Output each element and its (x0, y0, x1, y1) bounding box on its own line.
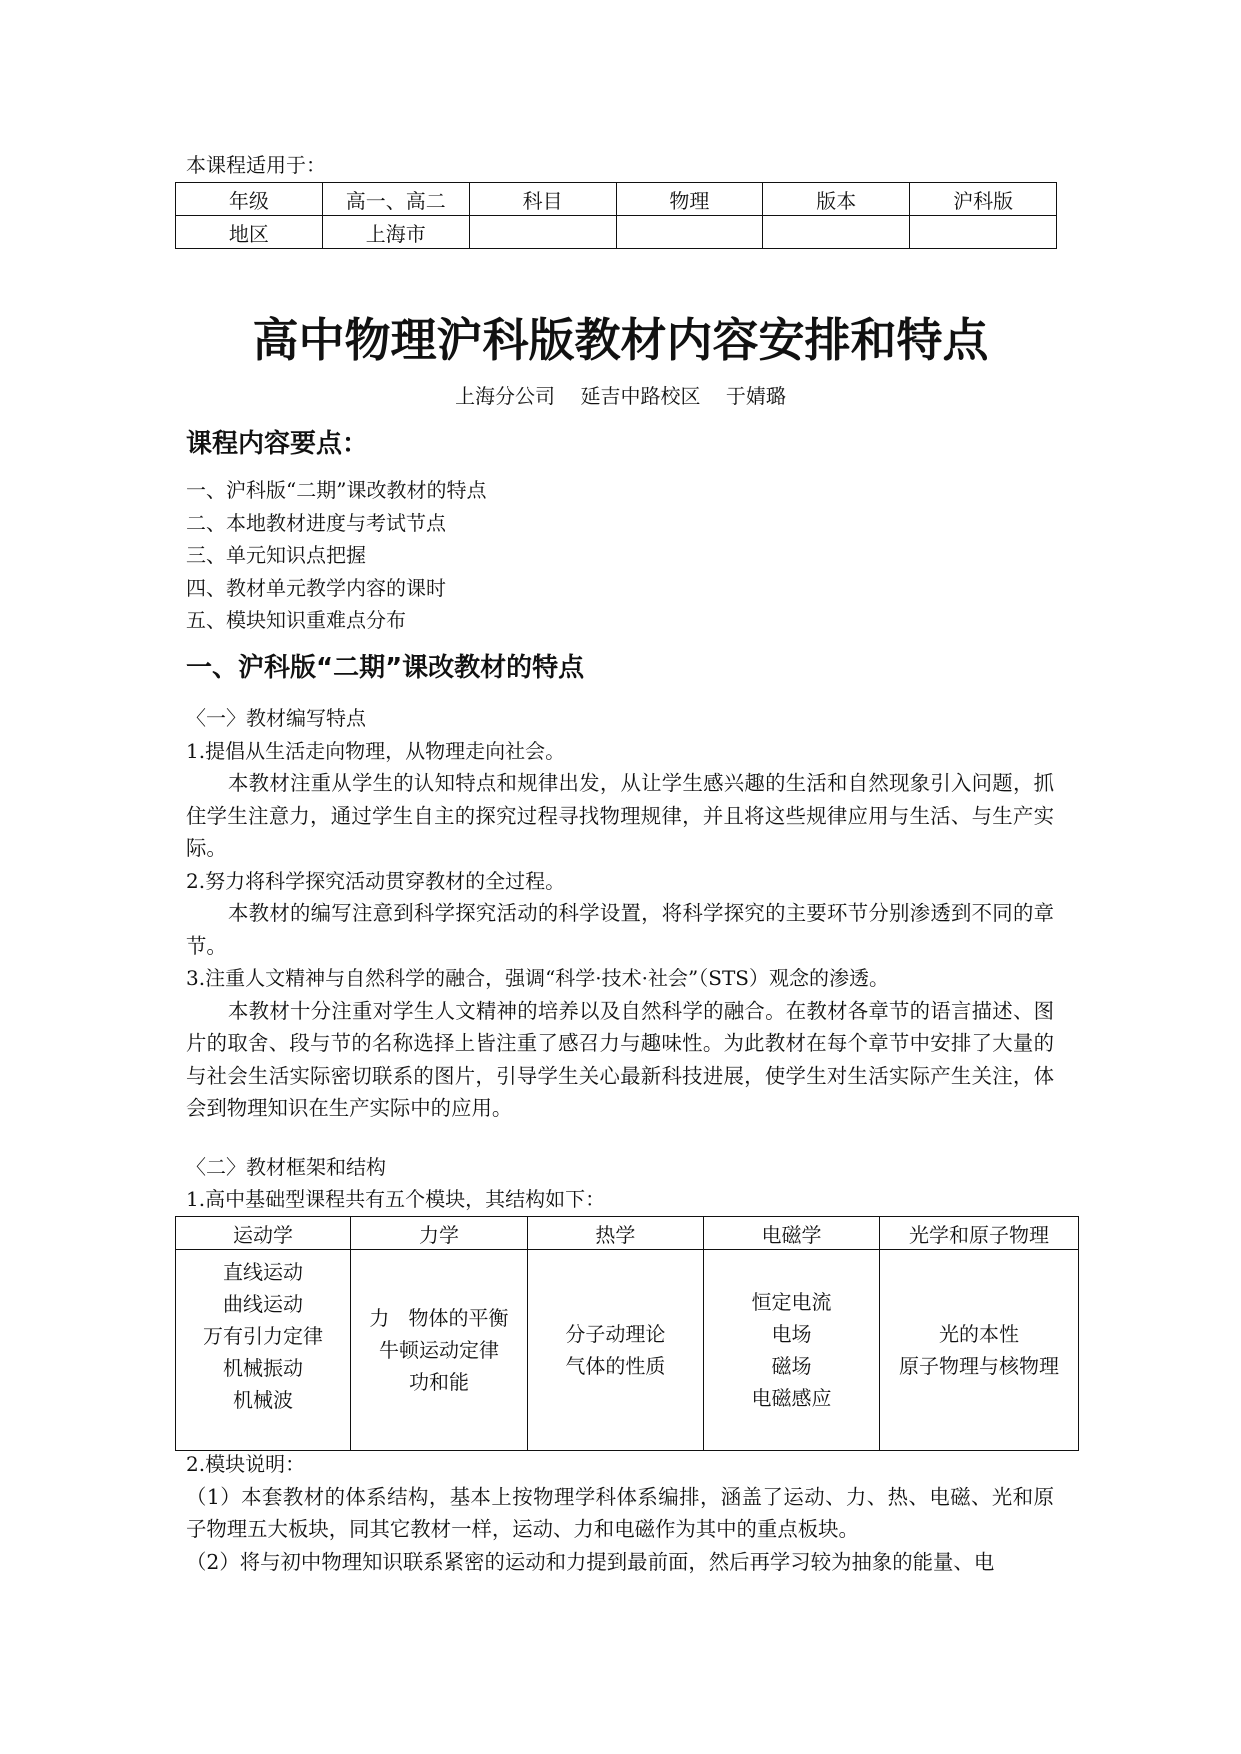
outline-item: 五、模块知识重难点分布 (186, 608, 406, 632)
topic-item: 曲线运动 (223, 1292, 304, 1316)
module-header: 热学 (527, 1217, 703, 1250)
module-cell-mechanics (351, 1250, 528, 1451)
topic-item: 分子动理论 (565, 1322, 666, 1346)
topic-item: 气体的性质 (565, 1354, 666, 1378)
outline-heading: 课程内容要点： (186, 429, 369, 459)
topic-item: 电磁感应 (751, 1386, 832, 1410)
module-header: 运动学 (176, 1217, 351, 1250)
applies-label: 本课程适用于： (186, 153, 326, 177)
module-cell-thermal (527, 1250, 703, 1451)
topic-item: 恒定电流 (751, 1290, 832, 1314)
outline-item: 三、单元知识点把握 (186, 543, 366, 567)
topic-item: 功和能 (408, 1370, 469, 1394)
topic-item: 光的本性 (939, 1322, 1019, 1346)
author-line: 上海分公司 延吉中路校区 于婧璐 (455, 384, 786, 408)
info-cell: 地区 (176, 216, 323, 249)
topic-item: 原子物理与核物理 (899, 1354, 1059, 1378)
topic-item: 牛顿运动定律 (378, 1338, 499, 1362)
info-cell (469, 216, 616, 249)
subsection-label: 〈二〉教材框架和结构 (186, 1155, 386, 1179)
module-cell-kinematics (176, 1250, 351, 1451)
module-cell-optics-atomic (880, 1250, 1079, 1451)
topic-item: 力 物体的平衡 (369, 1306, 509, 1330)
info-cell: 上海市 (322, 216, 469, 249)
topic-item: 机械波 (233, 1388, 294, 1412)
module-header: 电磁学 (703, 1217, 879, 1250)
outline-item: 二、本地教材进度与考试节点 (186, 510, 446, 535)
outline-list (186, 474, 486, 637)
outline-item: 四、教材单元教学内容的课时 (186, 575, 446, 600)
module-structure-table (175, 1216, 1079, 1451)
info-cell: 高一、高二 (322, 183, 469, 216)
info-cell (910, 216, 1057, 249)
module-header: 力学 (351, 1217, 528, 1250)
section1-heading: 一、沪科版“二期”课改教材的特点 (186, 653, 585, 683)
subsection-label: 〈一〉教材编写特点 (186, 706, 366, 730)
info-cell: 物理 (616, 183, 763, 216)
note-paragraph: （1）本套教材的体系结构，基本上按物理学科体系编排，涵盖了运动、力、热、电磁、光和原子物理五大板块，同其它教材一样，运动、力和电磁作为其中的重点板块。 (186, 1484, 1054, 1541)
topic-item: 磁场 (771, 1354, 812, 1378)
modules-intro: 1.高中基础型课程共有五个模块，其结构如下： (186, 1187, 606, 1211)
point-body: 本教材注重从学生的认知特点和规律出发，从让学生感兴趣的生活和自然现象引入问题，抓住学生注意力，通过学生自主的探究过程寻找物理规律，并且将这些规律应用与生活、与生产实际。 (186, 771, 1054, 860)
document-title: 高中物理沪科版教材内容安排和特点 (252, 313, 989, 367)
info-cell (616, 216, 763, 249)
module-notes (186, 1448, 1054, 1578)
module-header: 光学和原子物理 (880, 1217, 1079, 1250)
course-info-table (175, 182, 1057, 249)
section1-body (186, 702, 1054, 1125)
point-title: 1.提倡从生活走向物理，从物理走向社会。 (186, 738, 566, 763)
point-title: 2.努力将科学探究活动贯穿教材的全过程。 (186, 868, 566, 893)
note-paragraph: （2）将与初中物理知识联系紧密的运动和力提到最前面，然后再学习较为抽象的能量、电 (186, 1549, 995, 1574)
topic-item: 万有引力定律 (203, 1324, 324, 1348)
topic-item: 直线运动 (223, 1260, 304, 1284)
topic-item: 机械振动 (223, 1356, 304, 1380)
outline-item: 一、沪科版“二期”课改教材的特点 (186, 478, 487, 502)
info-cell (763, 216, 910, 249)
point-title: 3.注重人文精神与自然科学的融合，强调“科学·技术·社会”（STS）观念的渗透。 (186, 966, 889, 990)
info-cell: 版本 (763, 183, 910, 216)
module-cell-electromagnetism (703, 1250, 879, 1451)
info-cell: 沪科版 (910, 183, 1057, 216)
topic-item: 电场 (771, 1322, 812, 1346)
info-cell: 年级 (176, 183, 323, 216)
point-body: 本教材的编写注意到科学探究活动的科学设置，将科学探究的主要环节分别渗透到不同的章节。 (186, 901, 1054, 958)
notes-title: 2.模块说明： (186, 1452, 306, 1476)
point-body: 本教材十分注重对学生人文精神的培养以及自然科学的融合。在教材各章节的语言描述、图片的取舍、段与节的名称选择上皆注重了感召力与趣味性。为此教材在每个章节中安排了大量的与社会生活实际密切联系的图片，引导学生关心最新科技进展，使学生对生活实际产生关注，体会到物理知识在生产实际中的应用。 (186, 998, 1054, 1120)
info-cell: 科目 (469, 183, 616, 216)
